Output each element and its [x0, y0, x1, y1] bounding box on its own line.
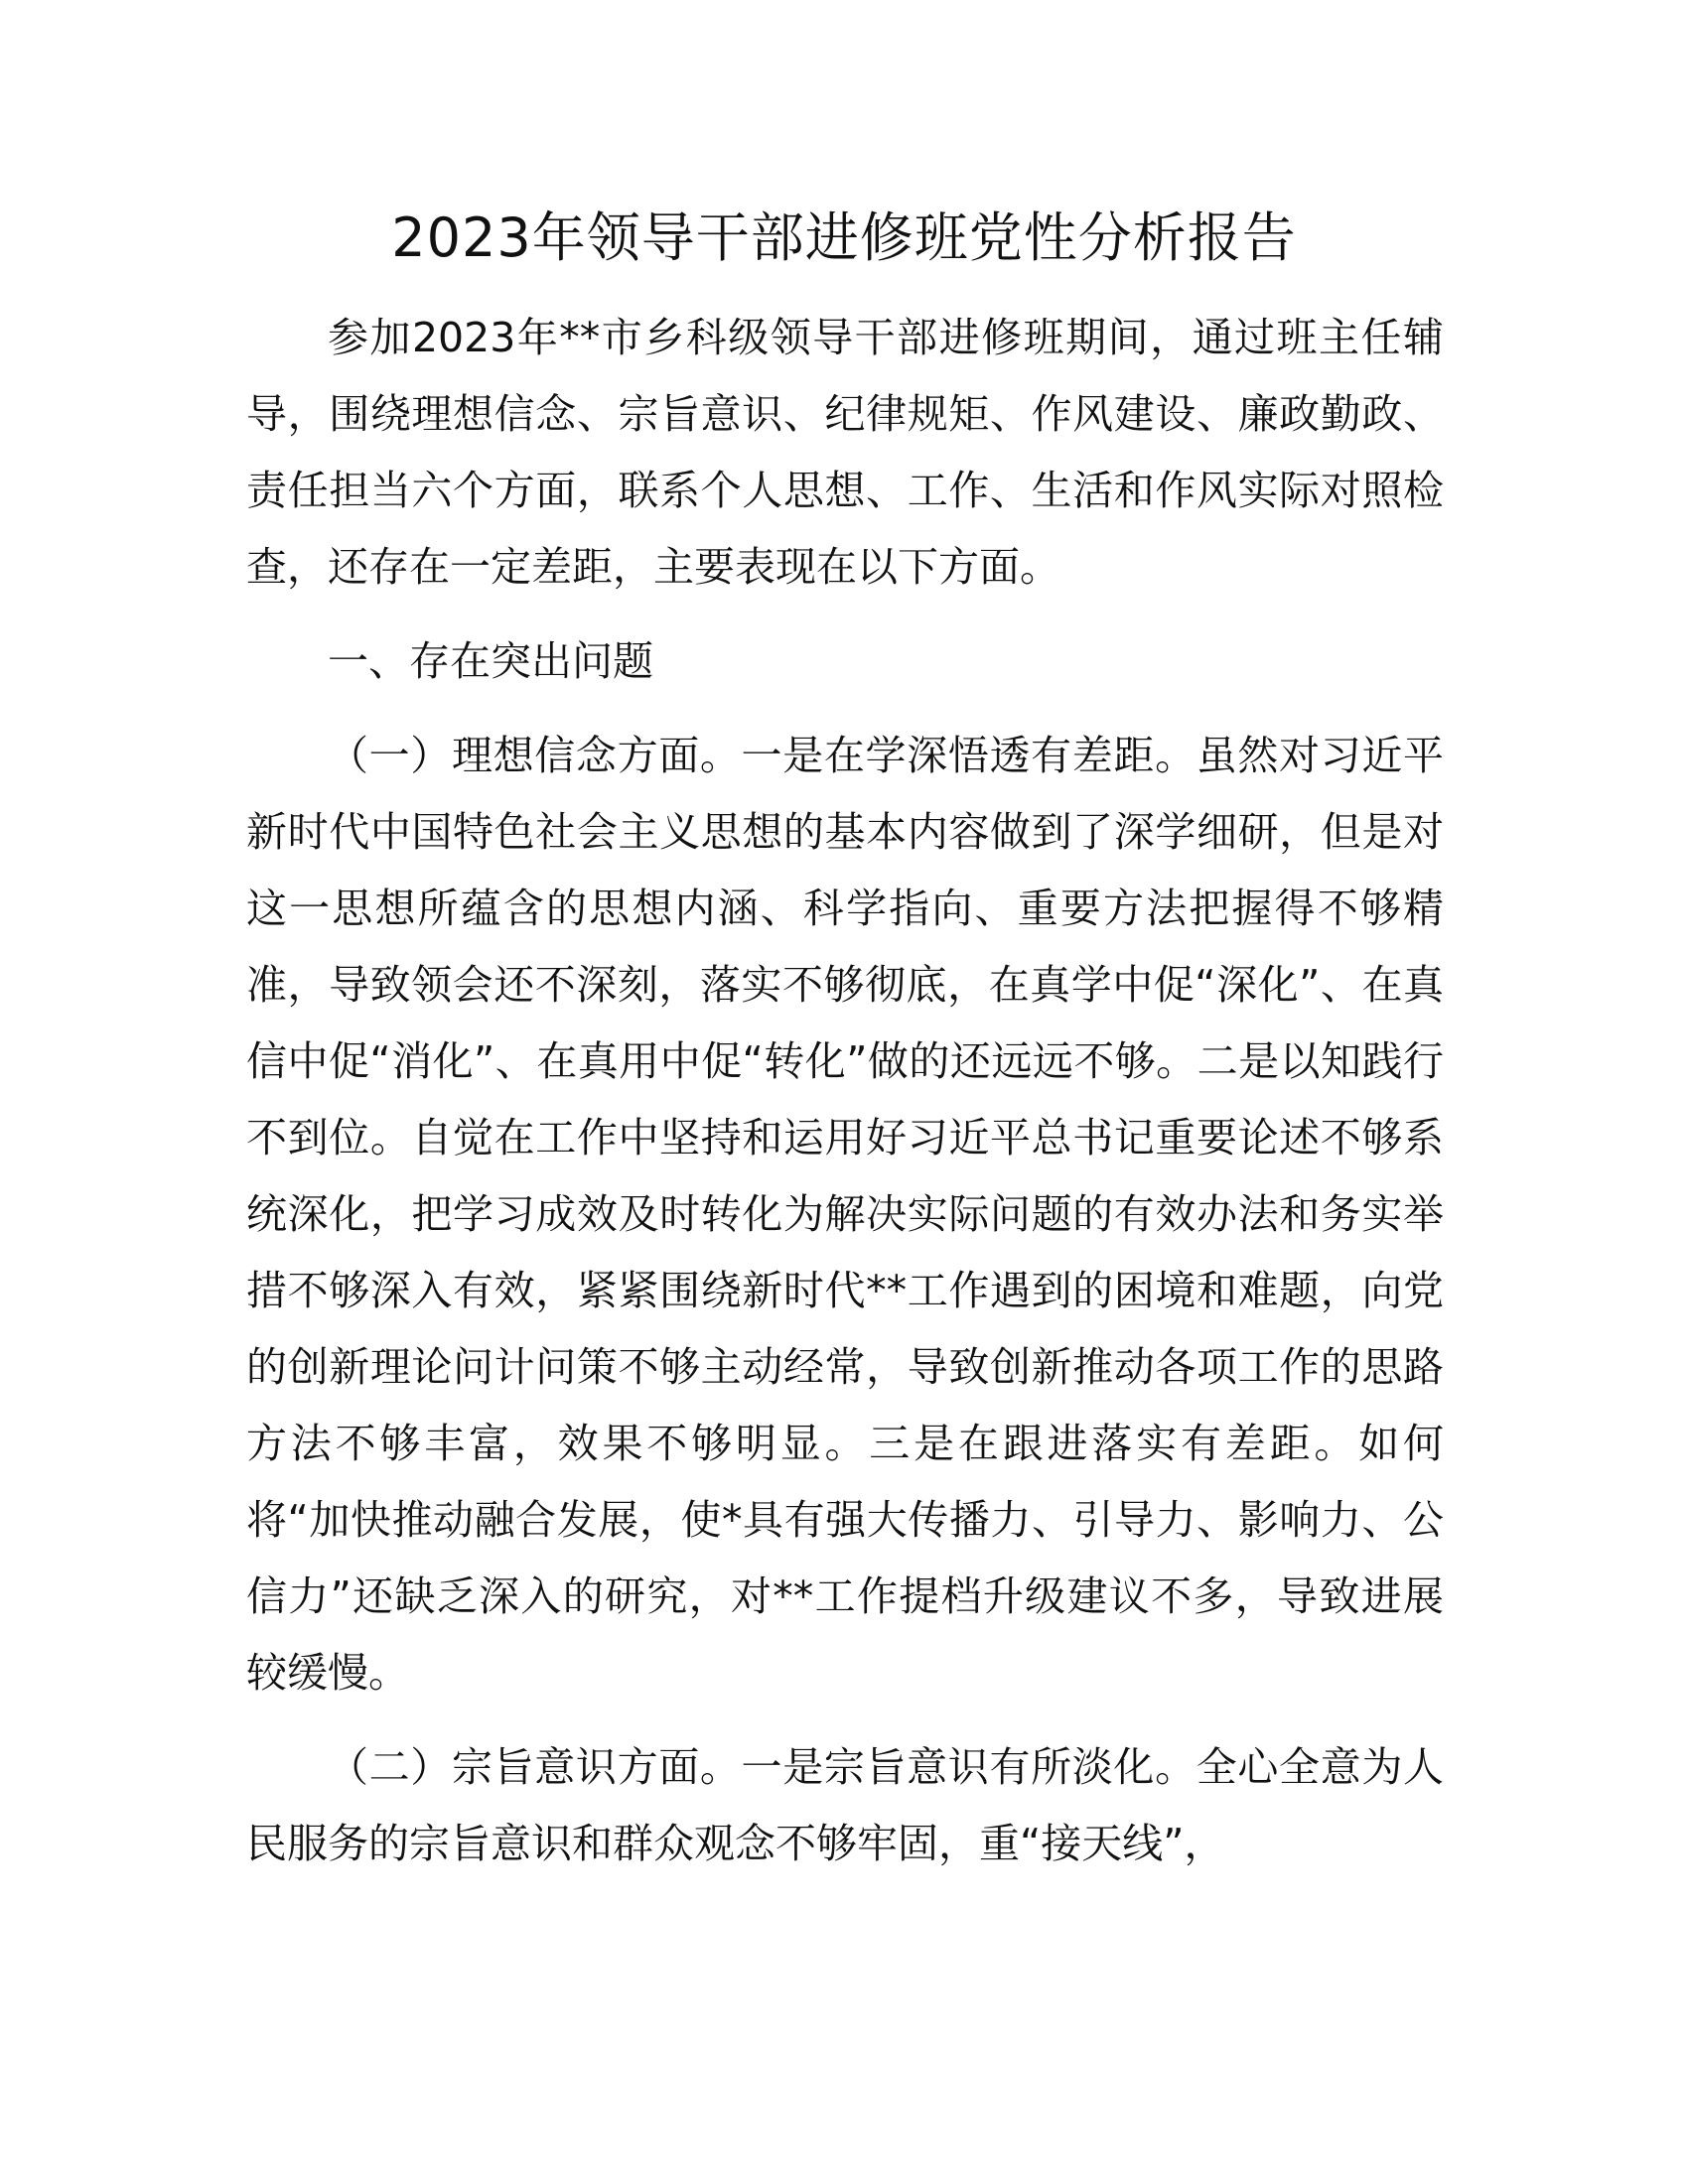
section-heading-1: 一、存在突出问题	[328, 637, 653, 685]
section1-item1-paragraph: （一）理想信念方面。一是在学深悟透有差距。虽然对习近平新时代中国特色社会主义思想的基本内容做到了深学细研，但是对这一思想所蕴含的思想内涵、科学指向、重要方法把握得不够精准，导致领会还不深刻，落实不够彻底，在真学中促“深化”、在真信中促“消化”、在真用中促“转化”做的还远远不够。二是以知践行不到位。自觉在工作中坚持和运用好习近平总书记重要论述不够系统深化，把学习成效及时转化为解决实际问题的有效办法和务实举措不够深入有效，紧紧围绕新时代**工作遇到的困境和难题，向党的创新理论问计问策不够主动经常，导致创新推动各项工作的思路方法不够丰富，效果不够明显。三是在跟进落实有差距。如何将“加快推动融合发展，使*具有强大传播力、引导力、影响力、公信力”还缺乏深入的研究，对**工作提档升级建议不多，导致进展较缓慢。	[246, 732, 1444, 1697]
document-body	[246, 300, 1444, 1882]
intro-paragraph: 参加2023年**市乡科级领导干部进修班期间，通过班主任辅导，围绕理想信念、宗旨意识、纪律规矩、作风建设、廉政勤政、责任担当六个方面，联系个人思想、工作、生活和作风实际对照检查，还存在一定差距，主要表现在以下方面。	[246, 314, 1444, 591]
document-title: 2023年领导干部进修班党性分析报告	[391, 206, 1297, 269]
section1-item2-paragraph: （二）宗旨意识方面。一是宗旨意识有所淡化。全心全意为人民服务的宗旨意识和群众观念不够牢固，重“接天线”，	[246, 1743, 1444, 1867]
